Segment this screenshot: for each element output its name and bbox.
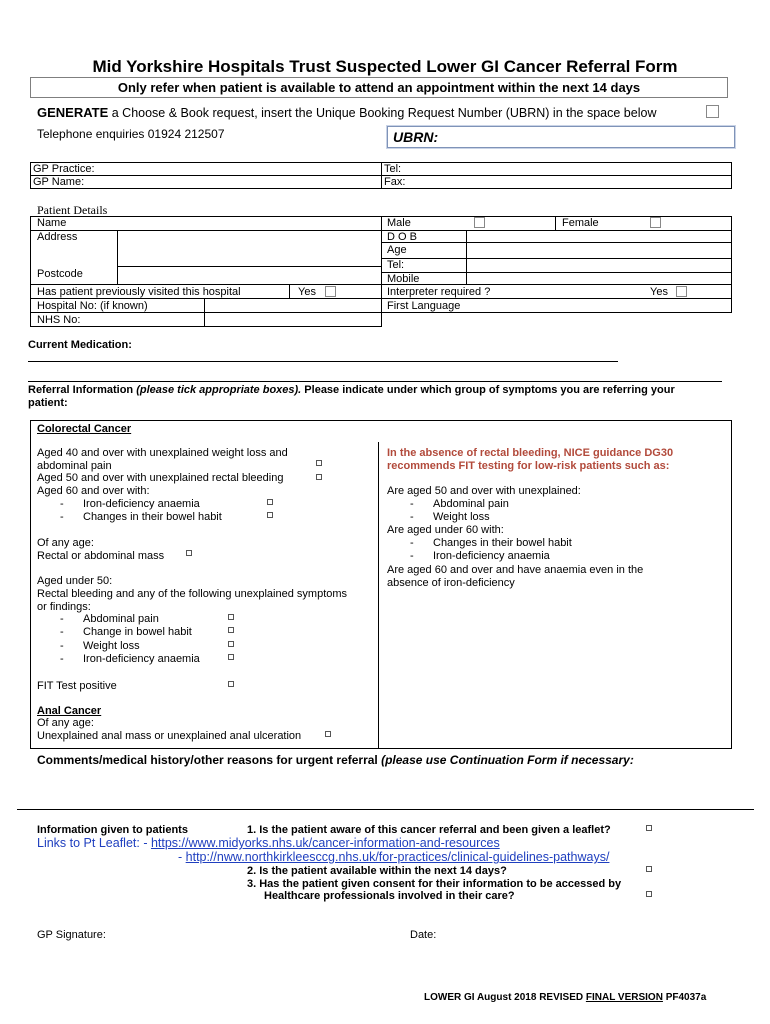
anal-text: Unexplained anal mass or unexplained anal ulceration (37, 730, 302, 742)
links-row: Links to Pt Leaflet: - https://www.midyorks.nhs.uk/cancer-information-and-resources (37, 836, 500, 850)
dash: - (410, 550, 414, 562)
generate-bold: GENERATE (37, 105, 109, 120)
aged60-iron-label: Iron-deficiency anaemia (83, 498, 200, 510)
fit-positive-checkbox[interactable] (228, 681, 234, 687)
footer-prefix: LOWER GI August 2018 REVISED (424, 992, 586, 1003)
aged40-line1: Aged 40 and over with unexplained weight loss and (37, 447, 288, 459)
under50-abdominal-checkbox[interactable] (228, 614, 234, 620)
under50-label: Aged under 50: (37, 575, 113, 587)
nice-iron: Iron-deficiency anaemia (433, 550, 550, 562)
form-title: Mid Yorkshire Hospitals Trust Suspected Lower GI Cancer Referral Form (92, 57, 678, 76)
aged60-iron-checkbox[interactable] (267, 499, 273, 505)
generate-checkbox[interactable] (706, 105, 719, 118)
under50-iron-label: Iron-deficiency anaemia (83, 653, 200, 665)
gp-tel-label: Tel: (384, 163, 402, 175)
rectal-mass-label: Rectal or abdominal mass (37, 550, 165, 562)
age-label: Age (387, 244, 407, 256)
info-q1: 1. Is the patient aware of this cancer referral and been given a leaflet? (247, 824, 611, 836)
dash: - (60, 498, 64, 510)
dash: - (410, 498, 414, 510)
ubrn-label: UBRN: (393, 129, 439, 145)
interpreter-yes-label: Yes (650, 286, 668, 298)
gp-practice-cell[interactable] (31, 163, 382, 176)
aged60-bowel-checkbox[interactable] (267, 512, 273, 518)
comments-line[interactable] (17, 809, 754, 810)
previously-visited-label: Has patient previously visited this hospital (37, 286, 241, 298)
referral-info-italic: (please tick appropriate boxes). (136, 384, 302, 396)
patient-postcode-label: Postcode (37, 268, 83, 280)
anal-any-age-label: Of any age: (37, 717, 94, 729)
generate-text: a Choose & Book request, insert the Unique Booking Request Number (UBRN) in the space below (108, 106, 657, 120)
female-label: Female (562, 217, 599, 229)
info-q3-line2: Healthcare professionals involved in their care? (264, 890, 515, 902)
info-q2: 2. Is the patient available within the next 14 days? (247, 865, 507, 877)
interpreter-checkbox[interactable] (676, 286, 687, 297)
under50-abdominal-label: Abdominal pain (83, 613, 159, 625)
gp-name-label: GP Name: (33, 176, 85, 188)
ubrn-field[interactable] (387, 126, 735, 148)
aged60-label: Aged 60 and over with: (37, 485, 150, 497)
aged60-bowel-label: Changes in their bowel habit (83, 511, 222, 523)
anal-checkbox[interactable] (325, 731, 331, 737)
dash: - (60, 613, 64, 625)
nice-under60: Are aged under 60 with: (387, 524, 504, 536)
under50-bowel-label: Change in bowel habit (83, 626, 192, 638)
dash: - (410, 537, 414, 549)
rectal-mass-checkbox[interactable] (186, 550, 192, 556)
patient-name-label: Name (37, 217, 67, 229)
info-q1-checkbox[interactable] (646, 825, 652, 831)
nice-bowel: Changes in their bowel habit (433, 537, 572, 549)
under50-weight-label: Weight loss (83, 640, 140, 652)
gp-details-table (30, 162, 732, 189)
links-label: Links to Pt Leaflet: (37, 836, 140, 850)
footer-underlined: FINAL VERSION (585, 992, 663, 1003)
comments-bold: Comments/medical history/other reasons for urgent referral (37, 753, 382, 767)
patient-address-label: Address (37, 231, 78, 243)
referral-info-bold: Referral Information (28, 384, 137, 396)
form-subtitle: Only refer when patient is available to attend an appointment within the next 14 days (30, 77, 728, 98)
nice-line1: In the absence of rectal bleeding, NICE guidance DG30 (387, 447, 674, 459)
nhs-no-label: NHS No: (37, 314, 81, 326)
mobile-label: Mobile (387, 273, 420, 285)
dash: - (60, 511, 64, 523)
links-row-2: - http://nww.northkirkleesccg.nhs.uk/for-practices/clinical-guidelines-pathways/ (178, 850, 610, 864)
medication-line[interactable] (28, 361, 618, 362)
info-q3-line1: 3. Has the patient given consent for their information to be accessed by (247, 878, 622, 890)
aged50-label: Aged 50 and over with unexplained rectal bleeding (37, 472, 284, 484)
aged40-checkbox[interactable] (316, 460, 322, 466)
gp-practice-label: GP Practice: (33, 163, 95, 175)
gp-tel-cell[interactable] (382, 163, 732, 176)
leaflet-link-2[interactable]: http://nww.northkirkleesccg.nhs.uk/for-practices/clinical-guidelines-pathways/ (185, 850, 610, 864)
footer-version (424, 992, 706, 1003)
info-q2-checkbox[interactable] (646, 866, 652, 872)
male-label: Male (387, 217, 411, 229)
footer-suffix: PF4037a (662, 992, 707, 1003)
fit-positive-label: FIT Test positive (37, 680, 117, 692)
under50-bowel-checkbox[interactable] (228, 627, 234, 633)
info-label: Information given to patients (37, 824, 188, 836)
comments-italic: (please use Continuation Form if necessary: (381, 753, 634, 767)
any-age-label: Of any age: (37, 537, 94, 549)
anal-heading: Anal Cancer (37, 705, 102, 717)
under50-weight-checkbox[interactable] (228, 641, 234, 647)
aged40-line2: abdominal pain (37, 460, 112, 472)
male-checkbox[interactable] (474, 217, 485, 228)
dash: - (410, 511, 414, 523)
rectal-bleeding-line2: or findings: (37, 601, 91, 613)
dash: - (60, 653, 64, 665)
gp-signature-label: GP Signature: (37, 929, 106, 941)
info-q3-checkbox[interactable] (646, 891, 652, 897)
date-label: Date: (410, 929, 437, 941)
hospital-no-label: Hospital No: (if known) (37, 300, 148, 312)
rectal-bleeding-line1: Rectal bleeding and any of the following unexplained symptoms (37, 588, 348, 600)
nice-line2: recommends FIT testing for low-risk patients such as: (387, 460, 670, 472)
gp-fax-label: Fax: (384, 176, 406, 188)
colorectal-heading: Colorectal Cancer (37, 423, 132, 435)
dash: - (60, 640, 64, 652)
female-checkbox[interactable] (650, 217, 661, 228)
referral-info-line2: patient: (28, 397, 68, 409)
nice-weight: Weight loss (433, 511, 490, 523)
patient-details-label: Patient Details (37, 203, 108, 217)
first-language-label: First Language (387, 300, 461, 312)
leaflet-link-1[interactable]: https://www.midyorks.nhs.uk/cancer-information-and-resources (150, 836, 500, 850)
previously-visited-checkbox[interactable] (325, 286, 336, 297)
gp-fax-cell[interactable] (382, 176, 732, 189)
previously-visited-yes-label: Yes (298, 286, 316, 298)
gp-name-cell[interactable] (31, 176, 382, 189)
dob-label: D O B (387, 231, 417, 243)
referral-info-label (28, 384, 675, 396)
current-medication-label: Current Medication: (28, 339, 132, 351)
dash: - (60, 626, 64, 638)
nice-aged50: Are aged 50 and over with unexplained: (387, 485, 581, 497)
nice-aged60-line1: Are aged 60 and over and have anaemia even in the (387, 564, 644, 576)
generate-instruction (37, 105, 656, 120)
patient-tel-label: Tel: (387, 259, 405, 271)
aged50-checkbox[interactable] (316, 474, 322, 480)
nice-abdominal: Abdominal pain (433, 498, 509, 510)
referral-info-rest: Please indicate under which group of symptoms you are referring your (301, 384, 675, 396)
under50-iron-checkbox[interactable] (228, 654, 234, 660)
comments-label (37, 753, 634, 767)
nice-aged60-line2: absence of iron-deficiency (387, 577, 515, 589)
telephone-enquiries: Telephone enquiries 01924 212507 (37, 127, 225, 141)
interpreter-label: Interpreter required ? (387, 286, 491, 298)
